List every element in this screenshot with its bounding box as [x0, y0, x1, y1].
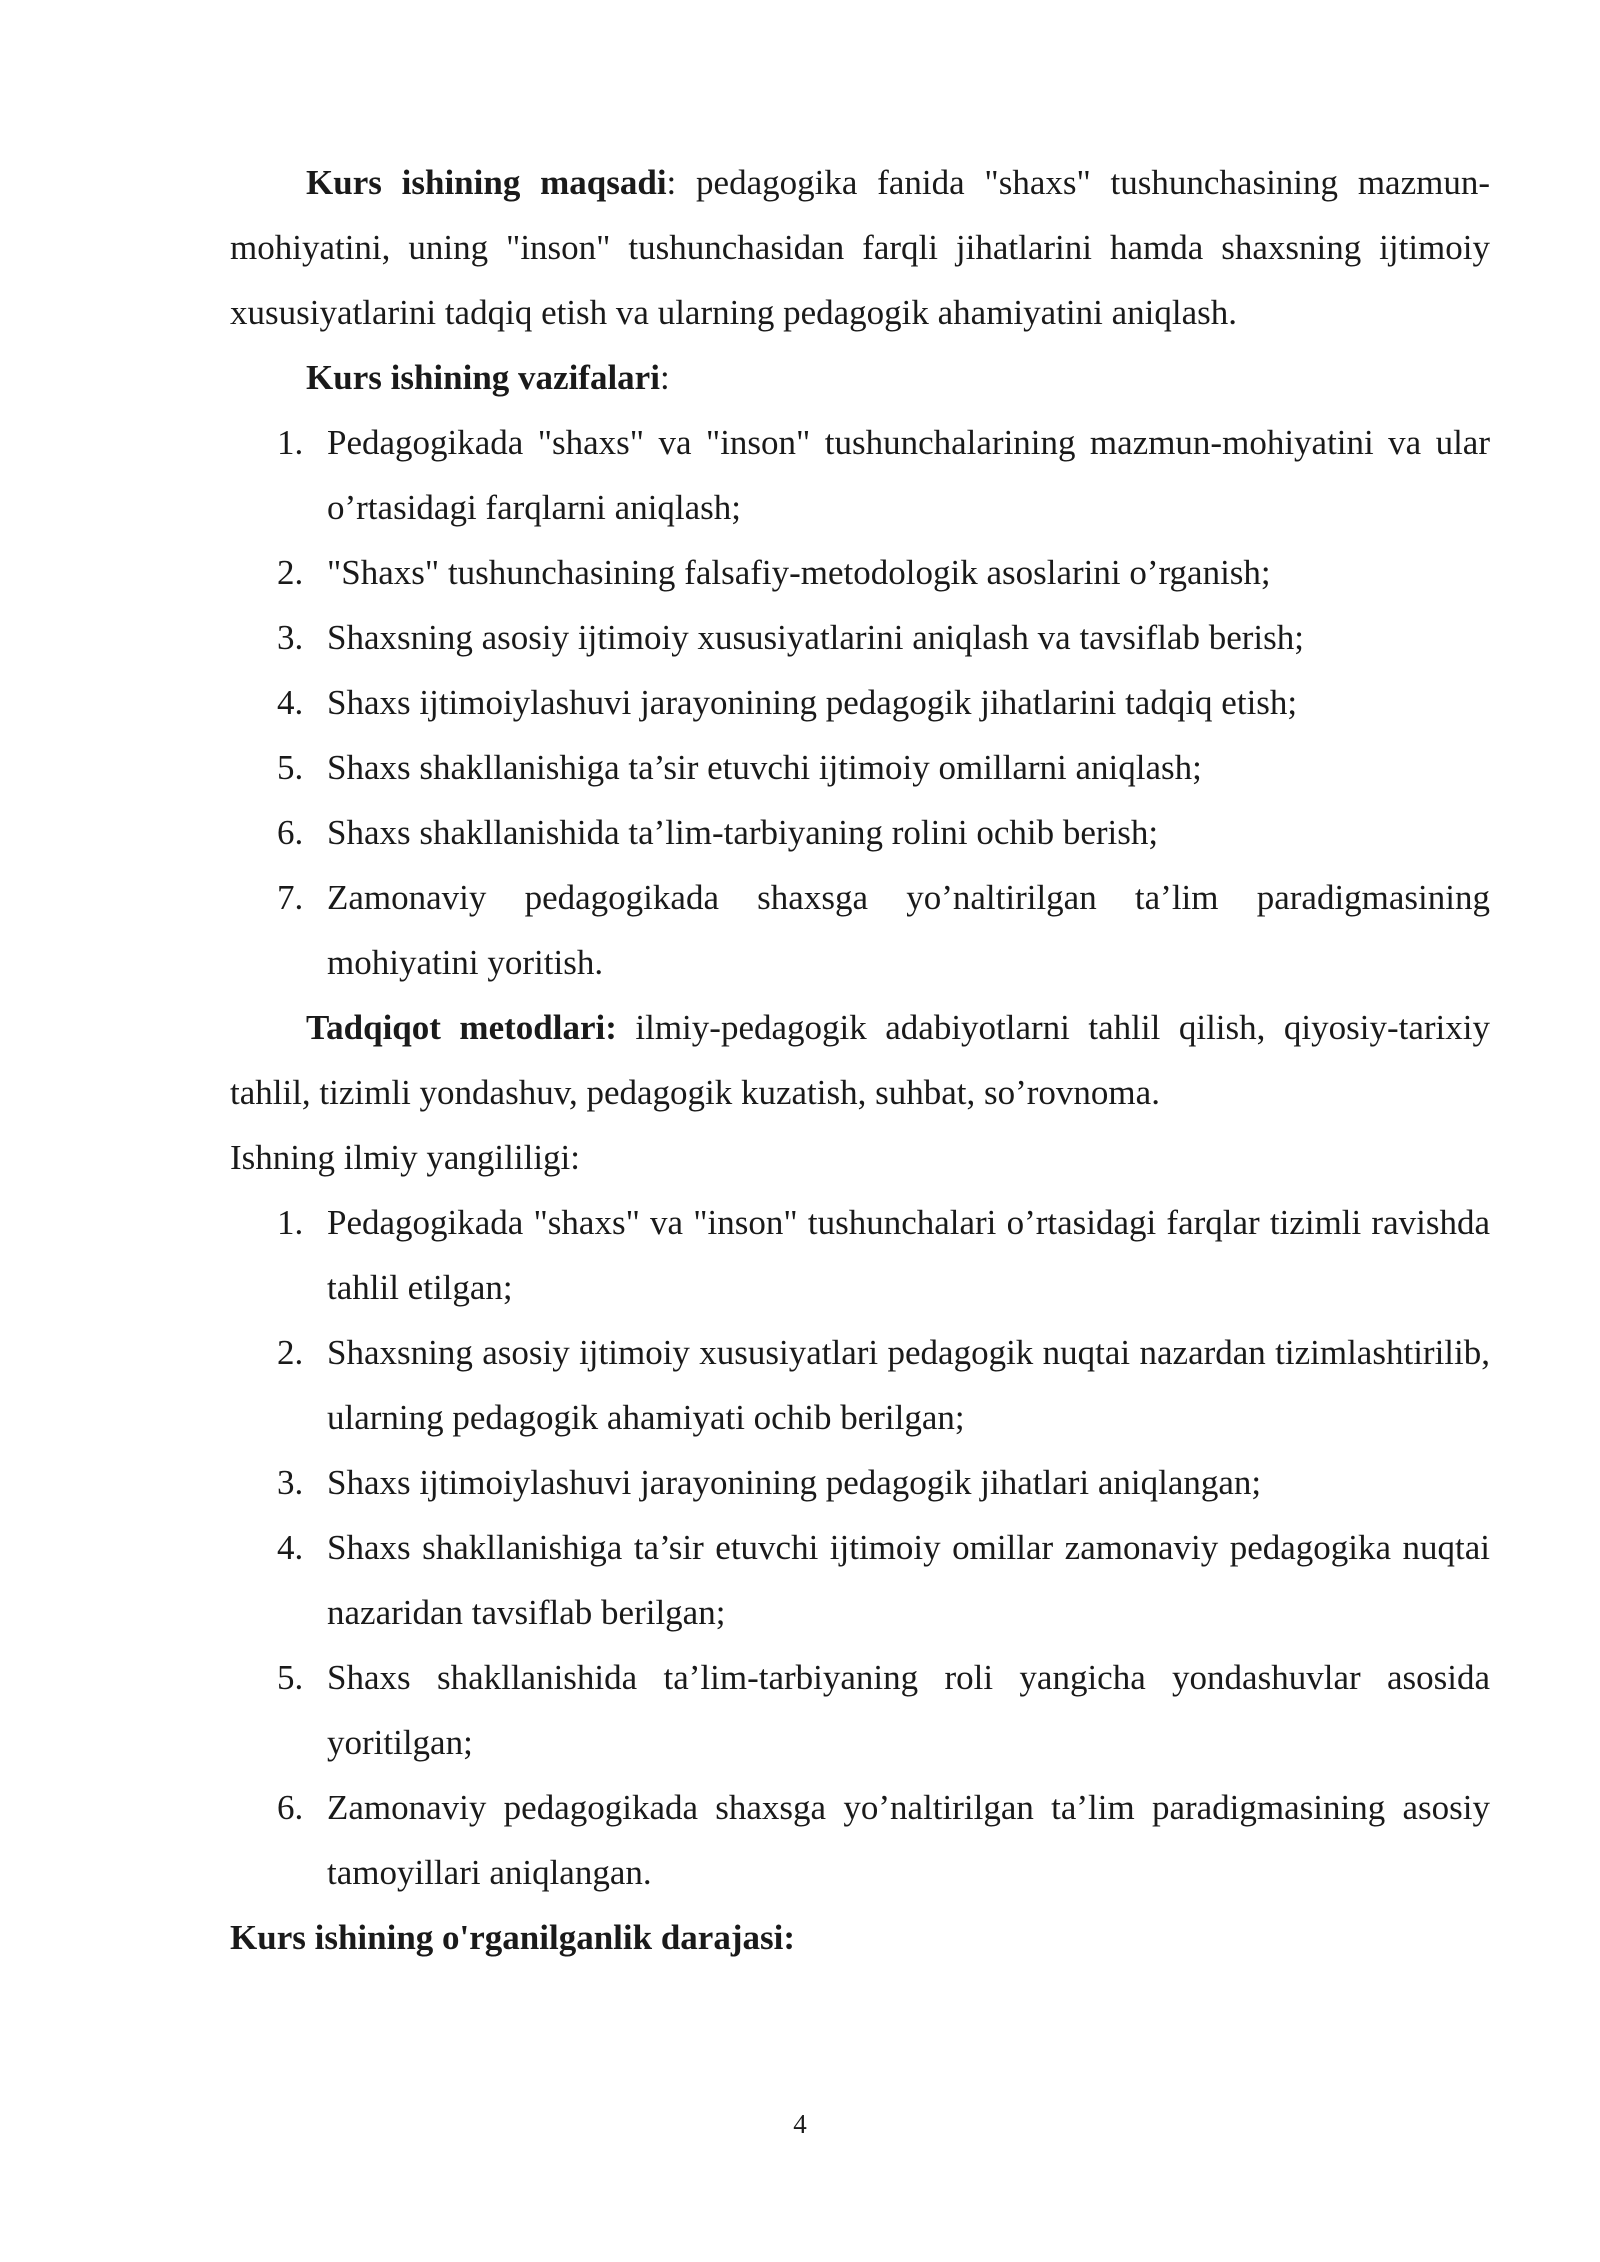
list-item-number: 6.	[277, 1788, 304, 1827]
list-item-text: Zamonaviy pedagogikada shaxsga yo’naltirilgan ta’lim paradigmasining mohiyatini yoritish.	[327, 878, 1490, 982]
list-item	[230, 670, 1490, 735]
list-item-text: Pedagogikada "shaxs" va "inson" tushunchalari o’rtasidagi farqlar tizimli ravishda tahlil etilgan;	[327, 1203, 1490, 1307]
list-item-number: 5.	[277, 748, 304, 787]
list-item-text: Shaxs shakllanishiga ta’sir etuvchi ijtimoiy omillar zamonaviy pedagogika nuqtai nazaridan tavsiflab berilgan;	[327, 1528, 1490, 1632]
list-item-number: 4.	[277, 1528, 304, 1567]
list-item-number: 3.	[277, 618, 304, 657]
list-item-text: Zamonaviy pedagogikada shaxsga yo’naltirilgan ta’lim paradigmasining asosiy tamoyillari aniqlangan.	[327, 1788, 1490, 1892]
list-item-text: "Shaxs" tushunchasining falsafiy-metodologik asoslarini o’rganish;	[327, 553, 1271, 592]
list-item	[230, 1190, 1490, 1320]
tasks-label-suffix: :	[659, 358, 670, 397]
methods-label: Tadqiqot metodlari:	[306, 1008, 617, 1047]
list-item-number: 2.	[277, 553, 304, 592]
goal-paragraph	[230, 150, 1490, 345]
list-item-text: Shaxs ijtimoiylashuvi jarayonining pedagogik jihatlari aniqlangan;	[327, 1463, 1262, 1502]
list-item-number: 2.	[277, 1333, 304, 1372]
list-item-number: 7.	[277, 878, 304, 917]
list-item-number: 5.	[277, 1658, 304, 1697]
list-item	[230, 1775, 1490, 1905]
list-item	[230, 1645, 1490, 1775]
list-item	[230, 800, 1490, 865]
document-body	[230, 150, 1490, 1970]
methods-text: ilmiy-pedagogik adabiyotlarni tahlil qilish, qiyosiy-tarixiy tahlil, tizimli yondashuv, pedagogik kuzatish, suhbat, so’rovnoma.	[230, 1008, 1491, 1112]
list-item-text: Shaxsning asosiy ijtimoiy xususiyatlarini aniqlash va tavsiflab berish;	[327, 618, 1304, 657]
tasks-list	[230, 410, 1490, 995]
novelty-heading: Ishning ilmiy yangililigi:	[230, 1138, 580, 1177]
list-item	[230, 735, 1490, 800]
tasks-heading	[230, 345, 1490, 410]
list-item	[230, 410, 1490, 540]
list-item	[230, 865, 1490, 995]
list-item	[230, 1320, 1490, 1450]
list-item-number: 3.	[277, 1463, 304, 1502]
list-item-number: 6.	[277, 813, 304, 852]
list-item-text: Shaxs shakllanishiga ta’sir etuvchi ijtimoiy omillarni aniqlash;	[327, 748, 1202, 787]
list-item-text: Shaxs ijtimoiylashuvi jarayonining pedagogik jihatlarini tadqiq etish;	[327, 683, 1298, 722]
study-level-heading: Kurs ishining o'rganilganlik darajasi:	[230, 1918, 795, 1957]
tasks-label: Kurs ishining vazifalari	[306, 358, 660, 397]
list-item-text: Shaxsning asosiy ijtimoiy xususiyatlari pedagogik nuqtai nazardan tizimlashtirilib, ularning pedagogik ahamiyati ochib berilgan;	[327, 1333, 1490, 1437]
list-item-number: 1.	[277, 423, 304, 462]
list-item	[230, 605, 1490, 670]
list-item	[230, 540, 1490, 605]
list-item	[230, 1515, 1490, 1645]
list-item-text: Shaxs shakllanishida ta’lim-tarbiyaning rolini ochib berish;	[327, 813, 1159, 852]
page-number: 4	[793, 2109, 807, 2139]
goal-label: Kurs ishining maqsadi	[306, 163, 667, 202]
list-item-number: 4.	[277, 683, 304, 722]
methods-paragraph	[230, 995, 1490, 1125]
list-item-text: Pedagogikada "shaxs" va "inson" tushunchalarining mazmun-mohiyatini va ular o’rtasidagi farqlarni aniqlash;	[327, 423, 1490, 527]
list-item-text: Shaxs shakllanishida ta’lim-tarbiyaning roli yangicha yondashuvlar asosida yoritilgan;	[327, 1658, 1490, 1762]
goal-text: : pedagogika fanida "shaxs" tushunchasining mazmun-mohiyatini, uning "inson" tushunchasidan farqli jihatlarini hamda shaxsning ijtimoiy xususiyatlarini tadqiq etish va ularning pedagogik ahamiyatini aniqlash.	[230, 163, 1490, 332]
list-item	[230, 1450, 1490, 1515]
novelty-list	[230, 1190, 1490, 1905]
list-item-number: 1.	[277, 1203, 304, 1242]
